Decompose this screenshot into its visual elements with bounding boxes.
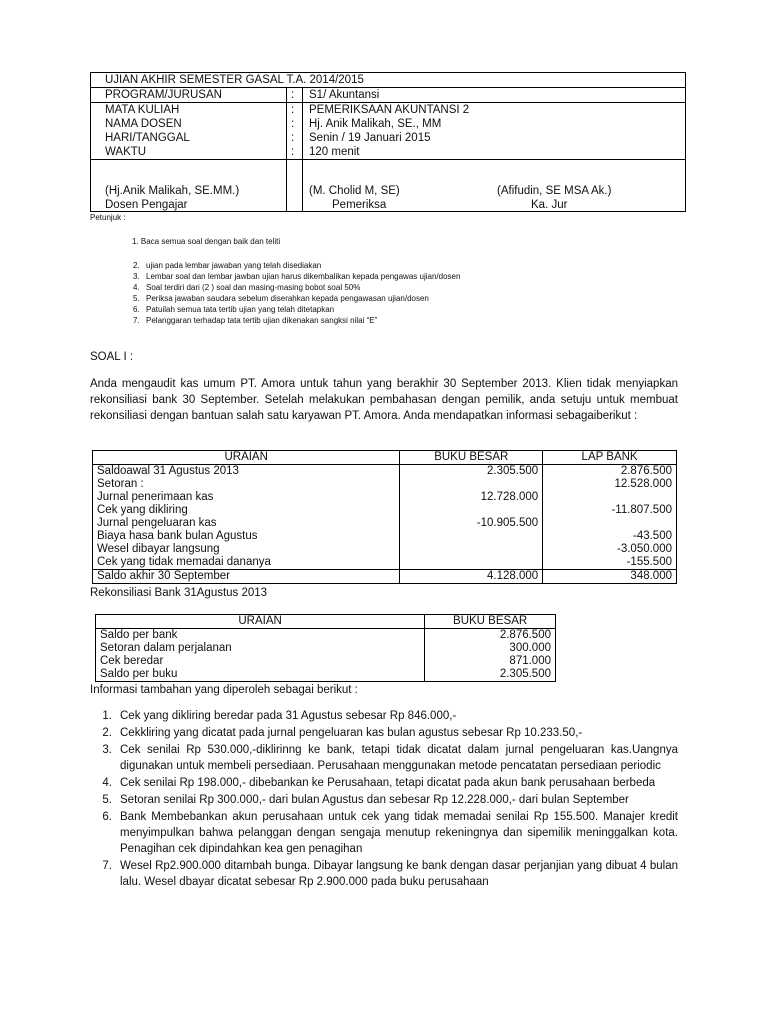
instruction-item: 5. Periksa jawaban saudara sebelum diserahkan kepada pengawasan ujian/dosen — [133, 294, 429, 303]
table-row: Setoran dalam perjalanan 300.000 — [96, 642, 556, 655]
exam-title: UJIAN AKHIR SEMESTER GASAL T.A. 2014/2015 — [105, 74, 364, 86]
reconciliation-table — [95, 614, 556, 682]
list-item: 6. Bank Membebankan akun perusahaan untuk cek yang tidak memadai senilai Rp 155.500. Manajer kredit menyimpulkan bahwa pelanggan dengan sengaja menutup rekeningnya dan sipemilik meninggalkan kota. Penagihan cek dipindahkan kea gen penagihan — [102, 811, 678, 855]
table-row: Saldo per bank 2.876.500 — [96, 629, 556, 643]
colon: : — [291, 104, 295, 116]
list-item: 7. Wesel Rp2.900.000 ditambah bunga. Dibayar langsung ke bank dengan dasar perjanjian yang dibuat 4 bulan lalu. Wesel dbayar dicatat sebesar Rp 2.900.000 pada buku perusahaan — [102, 860, 678, 888]
table-row-total: Saldo akhir 30 September 4.128.000 348.000 — [93, 570, 677, 584]
signature-lecturer-name: (Hj.Anik Malikah, SE.MM.) — [105, 185, 240, 197]
list-item: 5. Setoran senilai Rp 300.000,- dari bulan Agustus dan sebesar Rp 12.228.000,- dari bulan September — [102, 794, 629, 806]
signature-head-name: (Afifudin, SE MSA Ak.) — [497, 185, 612, 197]
table-row: Jurnal penerimaan kas 12.728.000 — [93, 491, 677, 504]
colon: : — [291, 132, 295, 144]
instructions-heading: Petunjuk : — [90, 213, 126, 222]
list-item: 3. Cek senilai Rp 530.000,-diklirinng ke bank, tetapi tidak dicatat dalam jurnal pengeluaran kas.Uangnya digunakan untuk membeli persediaan. Perusahaan menggunakan metode pencatatan persediaan periodic — [102, 744, 678, 772]
table-header: BUKU BESAR — [425, 615, 556, 629]
header-label: HARI/TANGGAL — [105, 132, 190, 144]
list-item: 4. Cek senilai Rp 198.000,- dibebankan ke Perusahaan, tetapi dicatat pada akun bank perusahaan berbeda — [102, 777, 656, 789]
header-value: Senin / 19 Januari 2015 — [309, 132, 431, 144]
header-label: WAKTU — [105, 146, 147, 158]
signature-lecturer-role: Dosen Pengajar — [105, 199, 188, 211]
table-row: Jurnal pengeluaran kas -10.905.500 — [93, 517, 677, 530]
table-row: Wesel dibayar langsung -3.050.000 — [93, 543, 677, 556]
header-value: 120 menit — [309, 146, 360, 158]
divider — [91, 159, 685, 160]
table-row: Saldoawal 31 Agustus 2013 2.305.500 2.876.500 — [93, 465, 677, 479]
info-heading: Informasi tambahan yang diperoleh sebagai berikut : — [90, 684, 358, 696]
list-item: 1. Cek yang dikliring beredar pada 31 Agustus sebesar Rp 846.000,- — [102, 710, 457, 722]
table-header: LAP BANK — [543, 451, 677, 465]
table-row: Saldo per buku 2.305.500 — [96, 668, 556, 682]
ledger-bank-table — [92, 450, 677, 584]
header-row-course — [91, 103, 685, 117]
header-value: S1/ Akuntansi — [309, 89, 380, 101]
header-value: PEMERIKSAAN AKUNTANSI 2 — [309, 104, 470, 116]
exam-header-box — [90, 72, 686, 212]
header-value: Hj. Anik Malikah, SE., MM — [309, 118, 442, 130]
signature-examiner-role: Pemeriksa — [332, 199, 387, 211]
reconciliation-caption: Rekonsiliasi Bank 31Agustus 2013 — [90, 587, 268, 599]
header-label: PROGRAM/JURUSAN — [105, 89, 222, 101]
info-list — [90, 708, 678, 891]
header-row-time — [91, 145, 685, 159]
header-label: MATA KULIAH — [105, 104, 180, 116]
table-header: BUKU BESAR — [400, 451, 543, 465]
table-header: URAIAN — [93, 451, 400, 465]
table-row: Setoran : 12.528.000 — [93, 478, 677, 491]
header-row-lecturer — [91, 117, 685, 131]
colon: : — [291, 146, 295, 158]
question-intro: Anda mengaudit kas umum PT. Amora untuk tahun yang berakhir 30 September 2013. Klien tidak menyiapkan rekonsiliasi bank 30 September. Setelah melakukan pembahasan dengan pemilik, anda setuju untuk membuat rekonsiliasi dengan bantuan salah satu karyawan PT. Amora. Anda mendapatkan informasi sebagaiberikut : — [90, 378, 678, 422]
table-header: URAIAN — [96, 615, 425, 629]
header-row-program — [91, 88, 685, 102]
instruction-item: 7. Pelanggaran terhadap tata tertib ujian dikenakan sangksi nilai “E” — [133, 316, 378, 325]
exam-title-row — [91, 73, 685, 87]
table-row: Cek beredar 871.000 — [96, 655, 556, 668]
header-label: NAMA DOSEN — [105, 118, 182, 130]
table-row: Cek yang tidak memadai dananya -155.500 — [93, 556, 677, 570]
instruction-item: 6. Patuilah semua tata tertib ujian yang telah ditetapkan — [133, 305, 335, 314]
colon: : — [291, 89, 295, 101]
instruction-item-1: 1. Baca semua soal dengan baik dan teliti — [132, 237, 281, 246]
colon: : — [291, 118, 295, 130]
instructions-list — [133, 260, 693, 330]
signature-examiner-name: (M. Cholid M, SE) — [309, 185, 400, 197]
list-item: 2. Cekkliring yang dicatat pada jurnal pengeluaran kas bulan agustus sebesar Rp 10.233.50,- — [102, 727, 583, 739]
instruction-item: 4. Soal terdiri dari (2 ) soal dan masing-masing bobot soal 50% — [133, 283, 361, 292]
header-row-date — [91, 131, 685, 145]
table-row: Cek yang dikliring -11.807.500 — [93, 504, 677, 517]
signature-head-role: Ka. Jur — [531, 199, 568, 211]
instruction-item: 3. Lembar soal dan lembar jawban ujian harus dikembalikan kepada pengawas ujian/dosen — [133, 272, 461, 281]
instruction-item: 2. ujian pada lembar jawaban yang telah disediakan — [133, 261, 322, 270]
question-heading: SOAL I : — [90, 351, 134, 363]
table-row: Biaya hasa bank bulan Agustus -43.500 — [93, 530, 677, 543]
